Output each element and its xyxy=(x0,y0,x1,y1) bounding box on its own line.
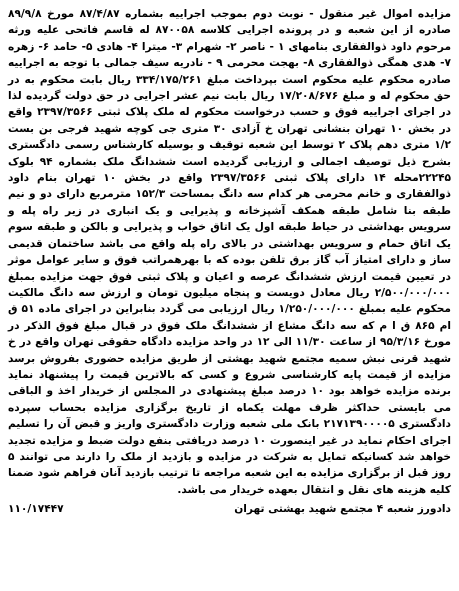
auction-notice-text: مزایده اموال غیر منقول - نوبت دوم بموجب اجراییه بشماره ۸۷/۴/۸۷ مورخ ۸۹/۹/۸ صادره از این شعبه و در پرونده اجرایی کلاسه ۸۷۰۰۵۸ له قاسم فاتحی علیه ورثه مرحوم داود ذوالفقاری بنامهای ۱ - ناصر ۲- شهرام ۳- میترا ۴- هادی ۵- حامد ۶- زهره ۷- هدی همگی ذوالفقاری ۸- بهجت محرمی ۹ - نادریه سیف جمالی با توجه به اجراییه صادره محکوم علیه محکوم است بپرداخت مبلغ ۳۳۴/۱۷۵/۲۶۱ ریال بابت محکوم به در حق محکوم له و مبلغ ۱۷/۲۰۸/۶۷۶ ریال بابت نیم عشر اجرایی در حق دولت گردیده لذا در اجرای اجراییه فوق و حسب درخواست محکوم له ملک پلاک ثبتی ۲۳۹۷/۳۵۶۶ واقع در بخش ۱۰ تهران بنشانی تهران خ آزادی ۳۰ متری جی کوچه شهید فرجی بن بست ۱/۲ متری دهم پلاک ۲ توسط این شعبه توقیف و بوسیله کارشناس رسمی دادگستری بشرح ذیل توصیف اجمالی و ارزیابی گردیده است ششدانگ ملک بشماره ۹۴ بلوک ۲۲۲۴۵محله ۱۴ دارای پلاک ثبتی ۲۳۹۷/۳۵۶۶ واقع در بخش ۱۰ تهران بنام داود ذوالفقاری و خانم محرمی هر کدام سه دانگ بمساحت ۱۵۲/۳ مترمربع دارای دو و نیم طبقه بنا شامل طبقه همکف آشپزخانه و پذیرایی و یک انباری در زیر راه پله و سرویس بهداشتی در حیاط طبقه اول یک اتاق خواب و پذیرایی و بالکن و طبقه سوم یک اتاق حمام و سرویس بهداشتی در بالای راه پله واقع می باشد ساختمان قدیمی ساز و دارای امتیاز آب گاز برق تلفن بوده که با بهرهمراتب فوق و سایر عوامل موثر در تعیین قیمت ارزش ششدانگ عرصه و اعیان و پلاک ثبتی فوق جهت مزایده بمبلغ ۲/۵۰۰/۰۰۰/۰۰۰ ریال معادل دویست و پنجاه میلیون تومان و ارزش سه دانگ مالکیت محکوم علیه بمبلغ ۱/۲۵۰/۰۰۰/۰۰۰ ریال ارزیابی می گردد بنابراین در اجرای ماده ۵۱ ق ام ۸۶۵ ق ا م که سه دانگ مشاع از ششدانگ ملک فوق در قبال مبلغ فوق الذکر در مورخ ۹۵/۳/۱۶ از ساعت ۱۱/۳۰ الی ۱۲ در واحد مزایده دادگاه حقوقی تهران واقع در خ شهید قرنی نبش سمیه مجتمع شهید بهشتی از طریق مزایده حضوری بفروش برسد مزایده از قیمت پایه کارشناسی شروع و کسی که بالاترین قیمت را پیشنهاد نماید برنده مزایده خواهد بود ۱۰ درصد مبلغ پیشنهادی در المجلس از خریدار اخذ و الباقی می بایستی حداکثر ظرف مهلت یکماه از تاریخ برگزاری مزایده بحساب سپرده دادگستری ۲۱۷۱۳۹۰۰۰۰۵ بانک ملی شعبه وزارت دادگستری واریز و قبض آن را تسلیم اجرای احکام نماید در غیر اینصورت ۱۰ درصد دریافتی بنفع دولت ضبط و مزایده تجدید خواهد شد کسانیکه تمایل به شرکت در مزایده و بازدید از ملک را دارند می توانند ۵ روز قبل از برگزاری مزایده به این شعبه مراجعه تا ترتیب بازدید آنان فراهم شود ضمنا کلیه هزینه های نقل و انتقال بعهده خریدار می باشد. xyxy=(8,8,452,496)
notice-code: ۱۱۰/۱۷۴۴۷ xyxy=(8,503,64,516)
issuer-signature: دادورز شعبه ۴ مجتمع شهید بهشتی تهران xyxy=(234,503,451,516)
notice-footer xyxy=(8,501,451,517)
